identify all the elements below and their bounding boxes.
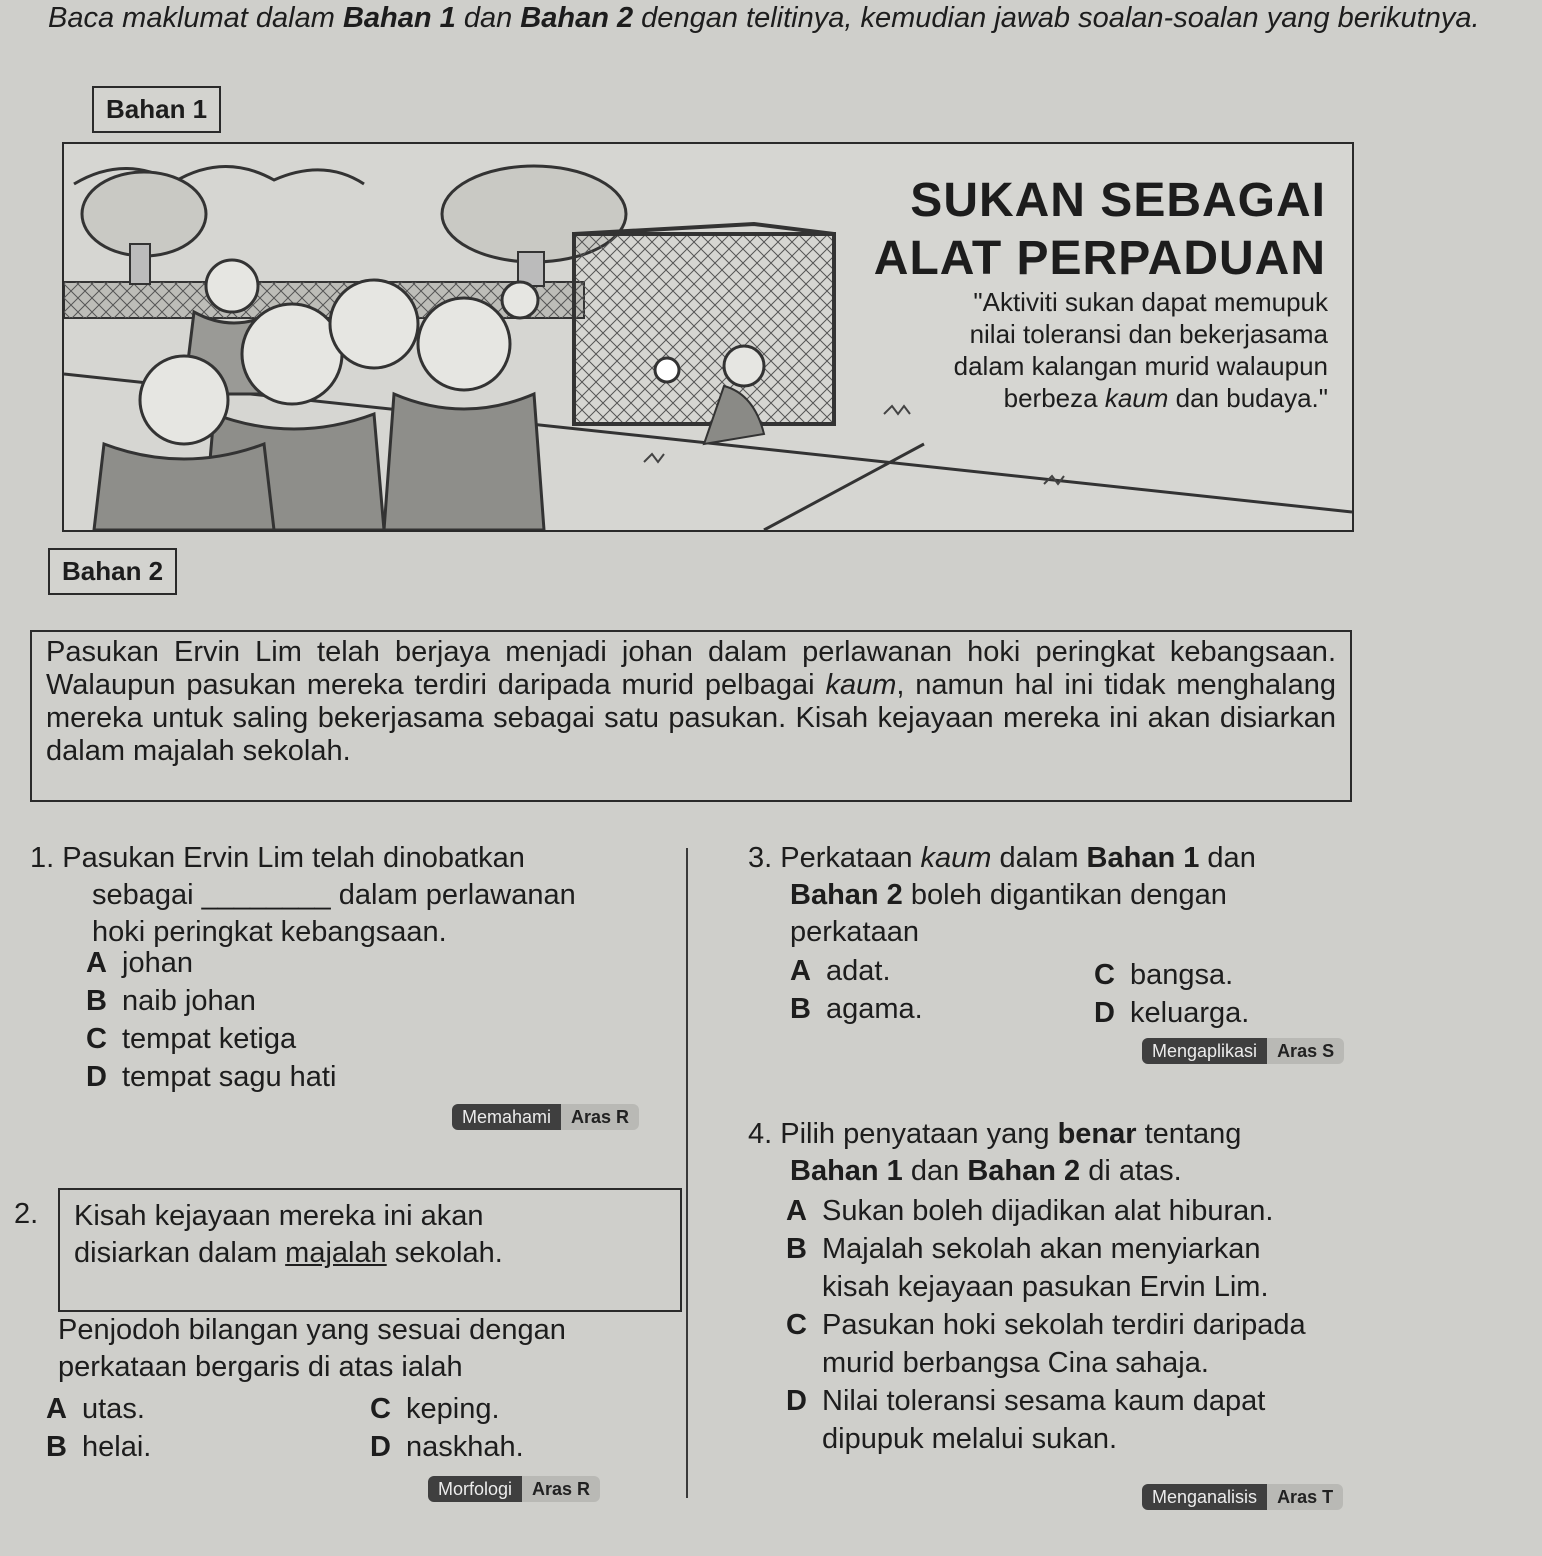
- question-3-options-right: [1094, 956, 1249, 1032]
- question-2-number: 2.: [14, 1198, 39, 1230]
- poster-title: SUKAN SEBAGAI ALAT PERPADUAN: [873, 174, 1326, 285]
- option-3a[interactable]: A adat.: [790, 955, 891, 987]
- option-1b[interactable]: B naib johan: [86, 985, 256, 1017]
- poster-quote: "Aktiviti sukan dapat memupuk nilai toleransi dan bekerjasama dalam kalangan murid walaupun berbeza kaum dan budaya.": [953, 287, 1328, 413]
- bahan1-illustration: [62, 142, 1354, 532]
- question-2-box: Kisah kejayaan mereka ini akan disiarkan dalam majalah sekolah.: [58, 1188, 682, 1312]
- question-1-badge: Memahami Aras R: [452, 1104, 639, 1130]
- question-1-options: [86, 944, 336, 1096]
- question-2-options-right: [370, 1390, 524, 1466]
- bahan2-passage: Pasukan Ervin Lim telah berjaya menjadi johan dalam perlawanan hoki peringkat kebangsaan. Walaupun pasukan mereka terdiri daripada murid pelbagai kaum, namun hal ini tidak menghalang mereka untuk saling bekerjasama sebagai satu pasukan. Kisah kejayaan mereka ini akan disiarkan dalam majalah sekolah.: [30, 630, 1352, 802]
- bahan1-label: Bahan 1: [92, 86, 221, 133]
- question-2-stem: Penjodoh bilangan yang sesuai dengan perkataan bergaris di atas ialah: [58, 1314, 566, 1383]
- option-2c[interactable]: C keping.: [370, 1393, 500, 1425]
- option-2d[interactable]: D naskhah.: [370, 1431, 524, 1463]
- bahan2-label: Bahan 2: [48, 548, 177, 595]
- instruction-text: Baca maklumat dalam Bahan 1 dan Bahan 2 dengan telitinya, kemudian jawab soalan-soalan yang berikutnya.: [48, 2, 1480, 34]
- option-3d[interactable]: D keluarga.: [1094, 997, 1250, 1029]
- question-1: 1. Pasukan Ervin Lim telah dinobatkan sebagai ________ dalam perlawanan hoki peringkat kebangsaan.: [30, 842, 576, 948]
- question-3: 3. Perkataan kaum dalam Bahan 1 dan Bahan 2 boleh digantikan dengan perkataan: [748, 842, 1256, 948]
- question-3-options-left: [790, 952, 923, 1028]
- option-1a[interactable]: A johan: [86, 947, 193, 979]
- question-4: 4. Pilih penyataan yang benar tentang Bahan 1 dan Bahan 2 di atas.: [748, 1118, 1242, 1187]
- option-4a[interactable]: A Sukan boleh dijadikan alat hiburan.: [786, 1195, 1274, 1227]
- option-1c[interactable]: C tempat ketiga: [86, 1023, 297, 1055]
- option-3b[interactable]: B agama.: [790, 993, 923, 1025]
- question-4-badge: Menganalisis Aras T: [1142, 1484, 1343, 1510]
- question-2-options-left: [46, 1390, 151, 1466]
- column-divider: [686, 848, 688, 1498]
- option-2a[interactable]: A utas.: [46, 1393, 145, 1425]
- question-4-options: [786, 1192, 1386, 1458]
- option-2b[interactable]: B helai.: [46, 1431, 152, 1463]
- option-4d[interactable]: D Nilai toleransi sesama kaum dapat dipupuk melalui sukan.: [786, 1385, 1266, 1455]
- option-3c[interactable]: C bangsa.: [1094, 959, 1234, 991]
- question-3-badge: Mengaplikasi Aras S: [1142, 1038, 1344, 1064]
- option-4b[interactable]: B Majalah sekolah akan menyiarkan kisah kejayaan pasukan Ervin Lim.: [786, 1233, 1269, 1303]
- option-4c[interactable]: C Pasukan hoki sekolah terdiri daripada murid berbangsa Cina sahaja.: [786, 1309, 1306, 1379]
- question-2-badge: Morfologi Aras R: [428, 1476, 600, 1502]
- option-1d[interactable]: D tempat sagu hati: [86, 1061, 337, 1093]
